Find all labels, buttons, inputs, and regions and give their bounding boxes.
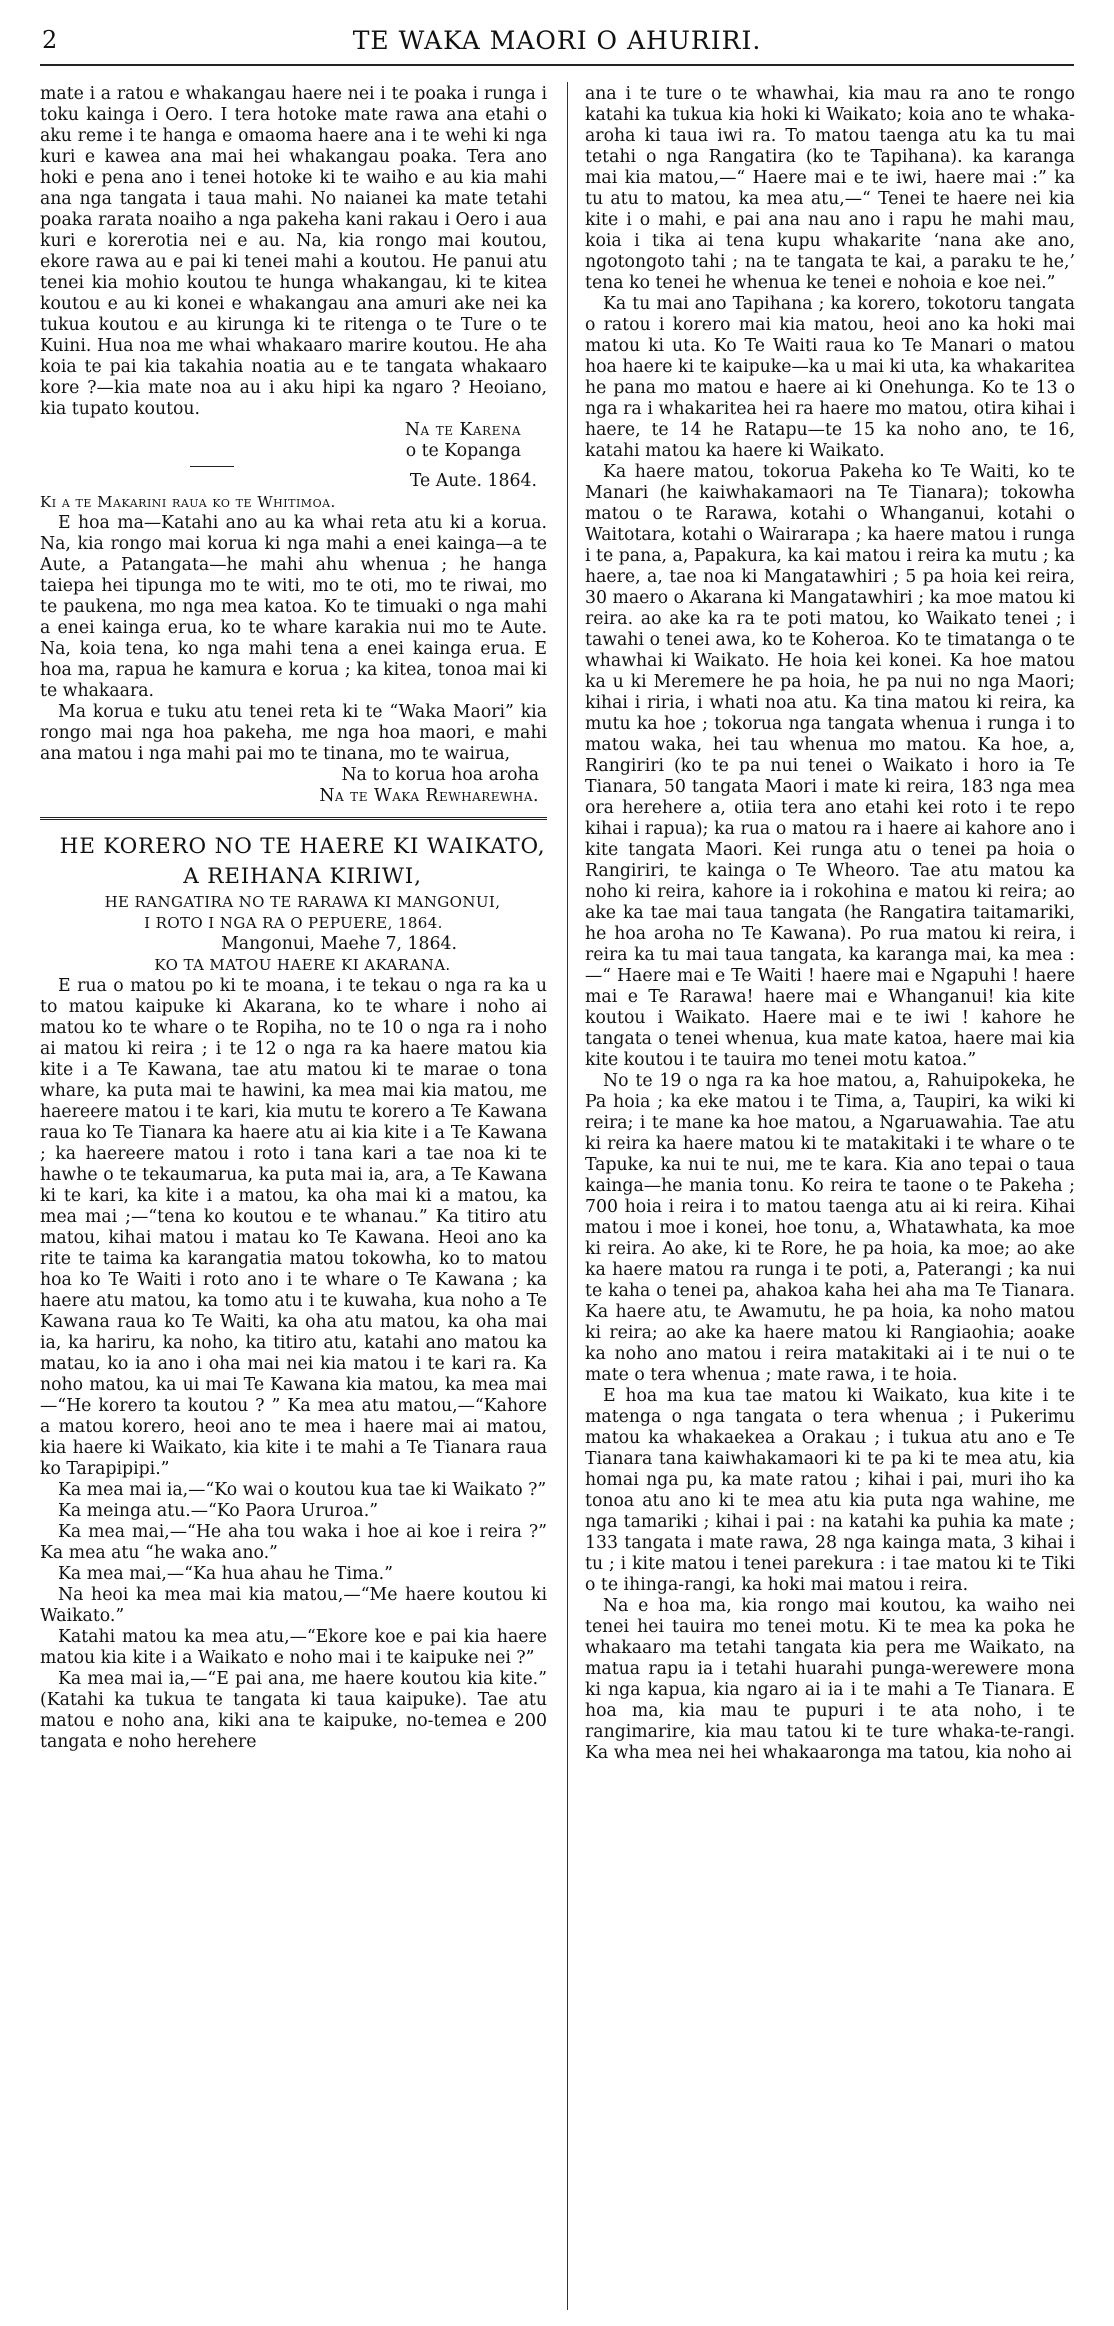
page-number: 2 bbox=[42, 26, 58, 54]
letter-2-date: Te Aute. 1864. bbox=[409, 471, 537, 491]
section-heading: KO TA MATOU HAERE KI AKARANA. bbox=[154, 956, 451, 974]
left-paragraph-9: Na heoi ka mea mai kia matou,—“Me haere koutou ki Waikato.” bbox=[40, 1585, 547, 1626]
signature-1-name: Na te Karena bbox=[404, 420, 521, 440]
left-paragraph-8: Ka mea mai,—“Ka hua ahau he Tima.” bbox=[58, 1564, 393, 1584]
right-paragraph-6: Na e hoa ma, kia rongo mai koutou, ka waiho nei tenei hei tauira mo tenei motu. Ki te mea ka poka he whakaaro ma tetahi tangata kia pera me Waikato, na matua rapu ia i tetahi huarahi punga-werewere mona ki nga kapua, kia ngaro ai ia i te mahi a Te Tianara. E hoa ma, kia mau te pupuri i te ata noho, i te rangimarire, kia mau tatou ki te ture whaka-te-rangi. Ka wha mea nei hei whakaaronga ma tatou, kia noho ai bbox=[585, 1596, 1075, 1763]
left-paragraph-1: mate i a ratou e whakangau haere nei i te poaka i runga i toku kainga i Oero. I tera hotoke mate rawa ana etahi o aku reme i te hanga e omaoma haere ana i te wehi ki nga kuri e kawea ana mai hei whakangau poaka. Tera ano hoki e pena ano i tenei hotoke ki te waiho e au kia mahi ana nga tangata i taua mahi. No naianei ka mate tetahi poaka rarata noaiho a nga pakeha kani rakau i Oero i aua kuri e korerotia nei e au. Na, kia rongo mai koutou, ekore rawa au e pai ki tenei mahi a koutou. He panui atu tenei kia mohio koutou te hunga whakangau, ki te kitea koutou e au ki konei e whakangau ana amuri ake nei ka tukua koutou e au kirunga ki te ritenga o te Ture o te Kuini. Hua noa me whai whakaaro marire koutou. He aha koia te pai kia takahia noatia au e te tangata whakaaro kore ?—kia mate noa au i aku hipi ka ngaro ? Heoiano, kia tupato koutou. bbox=[40, 84, 547, 419]
left-paragraph-11: Ka mea mai ia,—“E pai ana, me haere koutou kia kite.” (Katahi ka tukua te tangata ki taua kaipuke). Tae atu matou e noho ana, kiki ana te kaipuke, no-temea e 200 tangata e noho herehere bbox=[40, 1669, 547, 1752]
left-paragraph-3: Ma korua e tuku atu tenei reta ki te “Waka Maori” kia rongo mai nga hoa pakeha, me nga hoa maori, e mahi ana matou i nga mahi pai mo te tinana, mo te wairua, bbox=[40, 702, 547, 764]
right-paragraph-4: No te 19 o nga ra ka hoe matou, a, Rahuipokeka, he Pa hoia ; ka eke matou i te Tima, a, Taupiri, ka wiki ki reira; i te mane ka hoe matou, a Ngaruawahia. Tae atu ki reira ka haere matou ki te matakitaki i te whare o te Tapuke, ka nui te nui, me te kara. Kia ano tepai o taua kainga—he mania tonu. Ko reira te taone o te Pakeha ; 700 hoia i reira i to matou taenga atu ai ki reira. Kihai matou i moe i konei, hoe tonu, a, Whatawhata, ka moe ki reira. Ao ake, ki te Rore, he pa hoia, ka moe; ao ake ka haere matou ra runga i te poti, a, Paterangi ; ka nui te kaha o tenei pa, ahakoa kaha hei aha ma Te Tianara. Ka haere atu, te Awamutu, he pa hoia, ka noho matou ki reira; ao ake ka haere matou ki Rangiaohia; aoake ka noho ano matou i reira matakitaki ai i te nui o te mate o tera whenua ; mate rawa, i te hoia. bbox=[585, 1071, 1075, 1385]
signature-2-line-1: Na to korua hoa aroha bbox=[341, 765, 539, 785]
right-paragraph-3: Ka haere matou, tokorua Pakeha ko Te Waiti, ko te Manari (he kaiwhakamaori na Te Tianara); tokowha matou o te Rarawa, kotahi o Whanganui, kotahi o Waitotara, kotahi o Wairarapa ; ka haere matou i runga i te pana, a, Papakura, ka kai matou i reira ka mutu ; ka haere, a, tae noa ki Mangatawhiri ; 5 pa hoia kei reira, 30 maero o Akarana ki Mangatawhiri ; ka moe matou ki reira. ao ake ka ra te poti matou, ko Waikato tenei ; i tawahi o tenei awa, ko te Koheroa. Ko te timatanga o te whawhai ki Waikato. He hoia kei konei. Ka hoe matou ka u ki Meremere he pa hoia, he pa nui no nga Maori; kihai i riria, i whati noa atu. Ka tina matou ki reira, ka mutu ka hoe ; tokorua nga tangata whenua i runga i to matou waka, hei tau whenua mo matou. Ka hoe, a, Rangiriri (ko te pa nui tenei o Waikato i horo ia Te Tianara, 50 tangata Maori i mate ki reira, 183 nga mea ora herehere a, otiia tera ano etahi kei roto i te repo kihai i rapua); ka rua o matou ra i haere ai kahore ano i kite tangata Maori. Kei runga atu o tenei pa hoia o Rangiriri, te kainga o Te Wheoro. Tae atu matou ka noho ki reira, kahore ia i rokohina e matou ki reira; ao ake ka tae mai taua tangata (he Rangatira taitamariki, he hoa aroha no Te Kawana). Po rua matou ki reira, i reira ka tu mai taua tangata, ka karanga mai, ka mea :—“ Haere mai e Te Waiti ! haere mai e Ngapuhi ! haere mai e Te Rarawa! haere mai e Whanganui! kia kite koutou i Waikato. Haere mai e te iwi ! kahore he tangata o tenei whenua, kua mate katoa, haere mai kia kite koutou i te tauira mo tenei motu katoa.” bbox=[585, 462, 1075, 1070]
left-column bbox=[40, 84, 547, 2310]
article-subheading-line-2: I ROTO I NGA RA O PEPUERE, 1864. bbox=[144, 914, 443, 932]
left-paragraph-10: Katahi matou ka mea atu,—“Ekore koe e pai kia haere matou kia kite i a Waikato e noho mai i te kaipuke nei ?” bbox=[40, 1627, 547, 1668]
column-divider bbox=[567, 82, 568, 2310]
right-paragraph-5: E hoa ma kua tae matou ki Waikato, kua kite i te matenga o nga tangata o tera whenua ; i Pukerimu matou ka whakaekea a Orakau ; i tukua atu ano e Te Tianara tana kaiwhakamaori ki te pa ki te mea atu, kia homai nga pu, ka mate ratou ; kihai i pai, muri iho ka tonoa atu ano ki te mea atu kia puta nga wahine, me nga tamariki ; kihai i pai : na katahi ka puhia ka mate ; 133 tangata i mate rawa, 28 nga kainga mata, 3 kihai i tu ; i kite matou i tenei parekura : i tae matou ki te Tiki o te ihinga-rangi, ka hoki mai matou i reira. bbox=[585, 1386, 1075, 1595]
left-paragraph-7: Ka mea mai,—“He aha tou waka i hoe ai koe i reira ?” Ka mea atu “he waka ano.” bbox=[40, 1522, 547, 1563]
masthead-title: TE WAKA MAORI O AHURIRI. bbox=[352, 26, 762, 55]
article-date: Mangonui, Maehe 7, 1864. bbox=[221, 934, 457, 954]
left-paragraph-4: E rua o matou po ki te moana, i te tekau o nga ra ka u to matou kaipuke ki Akarana, ko te whare i noho ai matou ko te whare o te Ropiha, no te 10 o nga ra i noho ai matou ki reira ; i te 12 o nga ra ka haere matou kia kite i a Te Kawana, tae atu matou ki te marae o tona whare, ka puta mai te hawini, ka mea mai kia matou, me haereere matou i te kari, kia mutu te korero a Te Kawana raua ko Te Tianara ka haere atu ai kia kite i a Te Kawana ; ka haereere matou i roto i tana kari a tae noa ki te hawhe o te tekaumarua, ka puta mai ia, ara, a Te Kawana ki te kari, ka kite i a matou, ka oha mai ki a matou, ka mea mai ;—“tena ko koutou e te whanau.” Ka titiro atu matou, kihai matou i matau ko Te Kawana. Heoi ano ka rite te taima ka karangatia matou tokowha, ko to matou hoa ko Te Waiti i roto ano i te whare o Te Kawana ; ka haere atu matou, ka tomo atu i te kuwaha, kua noho a Te Kawana raua ko Te Waiti, ka oha atu matou, ka oha mai ia, ka hariru, ka noho, ka titiro atu, katahi ano matou ka matau, ko ia ano i oha mai nei kia matou i te kari ra. Ka noho matou, ka ui mai Te Kawana kia matou, ka mea mai—“He korero ta koutou ? ” Ka mea atu matou,—“Kahore a matou korero, heoi ano te mea i haere mai ai matou, kia haere ki Waikato, kia kite i te mahi a Te Tianara raua ko Tarapipipi.” bbox=[40, 976, 547, 1479]
left-paragraph-2: E hoa ma—Katahi ano au ka whai reta atu ki a korua. Na, kia rongo mai korua ki nga mahi a enei kainga—a te Aute, a Patangata—he mahi ahu whenua ; he hanga taiepa hei tipunga mo te witi, mo te oti, mo te riwai, mo te paukena, mo nga mea katoa. Ko te timuaki o nga mahi a enei kainga erua, ko te whare karakia nui mo te Aute. Na, koia tena, ko nga mahi tena a enei kainga erua. E hoa ma, rapua he kamura e korua ; ka kitea, tonoa mai ki te whakaara. bbox=[40, 513, 547, 701]
short-divider bbox=[190, 466, 234, 467]
section-divider bbox=[40, 817, 547, 820]
right-paragraph-1: ana i te ture o te whawhai, kia mau ra ano te rongo katahi ka tukua kia hoki ki Waikato; koia ano te whaka-aroha ki taua iwi ra. To matou taenga atu ka tu mai tetahi o nga Rangatira (ko te Tapihana). ka karanga mai kia matou,—“ Haere mai e te iwi, haere mai :” ka tu atu to matou, ka mea atu,—“ Tenei te haere nei kia kite i o mahi, e pai ana nau ano i rapu he mahi mau, koia i tika ai tena kupu whakarite ‘nana ake ano, ngotongoto tahi ; na te tangata te kai, a paraku te he,’ tena ko tenei he whenua ke tenei e nohoia e koe nei.” bbox=[585, 84, 1075, 293]
signature-1-place: o te Kopanga bbox=[405, 441, 521, 461]
article-subheading-line-1: HE RANGATIRA NO TE RARAWA KI MANGONUI, bbox=[104, 893, 501, 911]
article-heading-line-1: HE KORERO NO TE HAERE KI WAIKATO, bbox=[59, 834, 546, 859]
page-header bbox=[42, 20, 1072, 68]
signature-2-line-2: Na te Waka Rewharewha. bbox=[319, 786, 539, 806]
header-rule bbox=[40, 64, 1074, 66]
article-heading-line-2: A REIHANA KIRIWI, bbox=[183, 864, 422, 889]
right-paragraph-2: Ka tu mai ano Tapihana ; ka korero, tokotoru tangata o ratou i korero mai kia matou, heoi ano ka hoki mai matou ki uta. Ko Te Waiti raua ko Te Manari o matou hoa haere ki te kaipuke—ka u mai ki uta, ka whakaritea he pana mo matou e haere ai ki Onehunga. Ko te 13 o nga ra i whakaritea hei ra haere mo matou, otira kihai i haere, te 14 he Ratapu—te 15 ka noho ano, te 16, katahi matou ka haere ki Waikato. bbox=[585, 294, 1075, 461]
left-paragraph-5: Ka mea mai ia,—“Ko wai o koutou kua tae ki Waikato ?” bbox=[58, 1480, 547, 1500]
right-column bbox=[585, 84, 1075, 2310]
left-paragraph-6: Ka meinga atu.—“Ko Paora Ururoa.” bbox=[58, 1501, 379, 1521]
letter-2-address: Ki a te Makarini raua ko te Whitimoa. bbox=[40, 493, 336, 511]
article-subheading bbox=[40, 892, 547, 934]
